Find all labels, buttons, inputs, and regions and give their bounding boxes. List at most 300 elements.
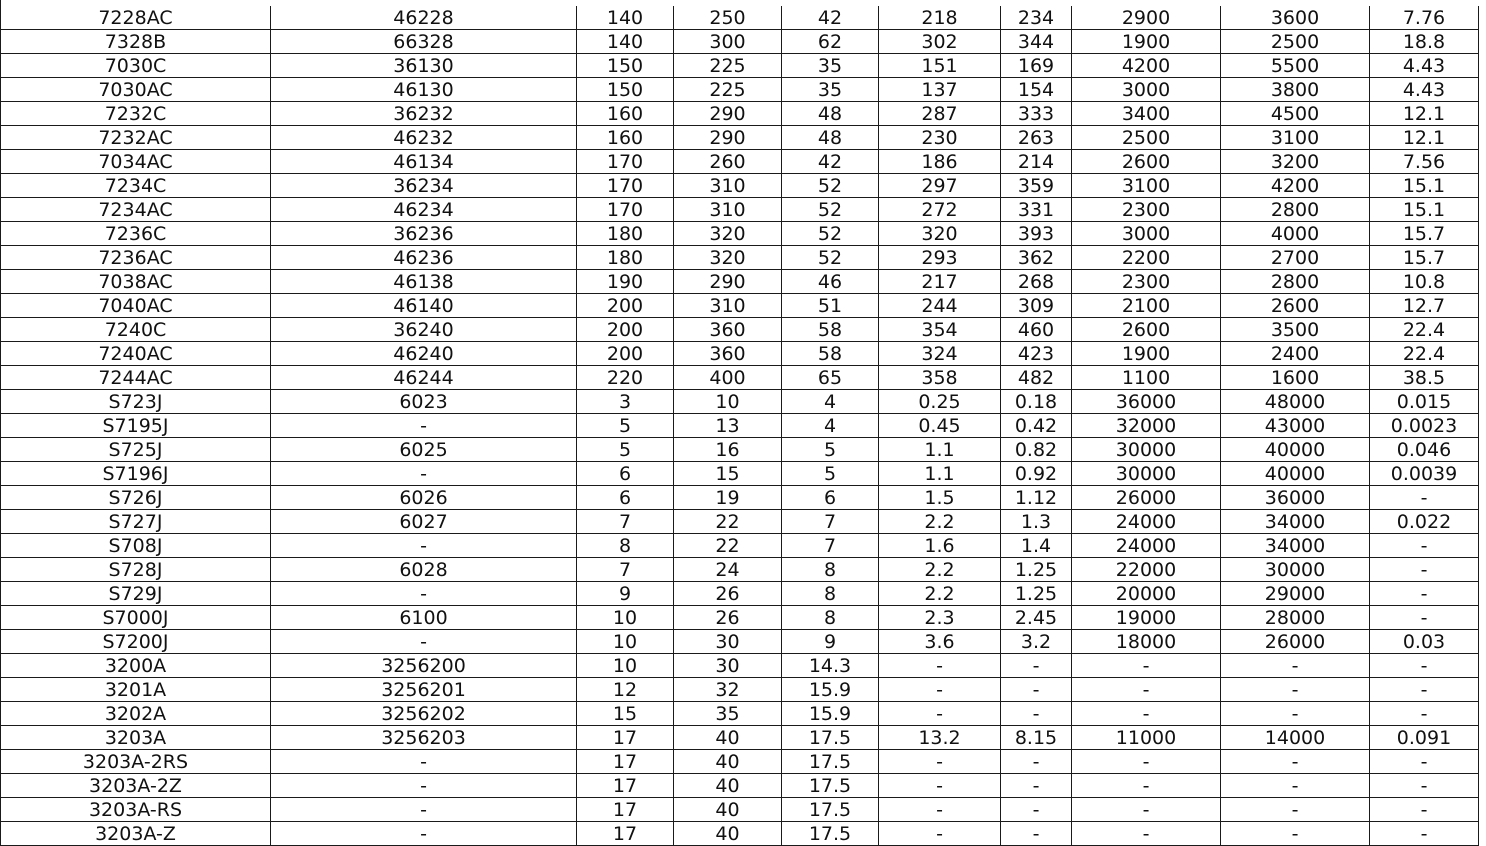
cell-grease-speed: 24000: [1072, 510, 1221, 534]
table-row: [1, 486, 1479, 510]
cell-oil-speed: -: [1221, 774, 1370, 798]
table-row: [1, 462, 1479, 486]
cell-dynamic-load: -: [879, 702, 1001, 726]
cell-static-load: 3.2: [1001, 630, 1072, 654]
cell-oil-speed: 2500: [1221, 30, 1370, 54]
cell-oil-speed: -: [1221, 798, 1370, 822]
cell-alt-code: -: [271, 822, 577, 846]
cell-outer-diameter: 260: [674, 150, 782, 174]
table-row: [1, 54, 1479, 78]
cell-bearing-code: 7244AC: [1, 366, 271, 390]
cell-alt-code: 46138: [271, 270, 577, 294]
cell-static-load: 309: [1001, 294, 1072, 318]
cell-alt-code: 46244: [271, 366, 577, 390]
cell-grease-speed: 3100: [1072, 174, 1221, 198]
cell-weight: 0.0039: [1370, 462, 1479, 486]
cell-inner-diameter: 170: [577, 198, 674, 222]
cell-oil-speed: 2600: [1221, 294, 1370, 318]
cell-bearing-code: 7228AC: [1, 6, 271, 30]
cell-inner-diameter: 8: [577, 534, 674, 558]
cell-bearing-code: S708J: [1, 534, 271, 558]
cell-inner-diameter: 140: [577, 30, 674, 54]
cell-dynamic-load: -: [879, 774, 1001, 798]
cell-grease-speed: 26000: [1072, 486, 1221, 510]
cell-bearing-code: 7040AC: [1, 294, 271, 318]
cell-outer-diameter: 16: [674, 438, 782, 462]
cell-oil-speed: 40000: [1221, 462, 1370, 486]
cell-oil-speed: 2800: [1221, 198, 1370, 222]
cell-weight: 0.015: [1370, 390, 1479, 414]
cell-width: 8: [782, 558, 879, 582]
cell-grease-speed: 30000: [1072, 438, 1221, 462]
cell-width: 4: [782, 390, 879, 414]
cell-grease-speed: 19000: [1072, 606, 1221, 630]
cell-grease-speed: 2100: [1072, 294, 1221, 318]
cell-width: 48: [782, 126, 879, 150]
cell-bearing-code: 3203A-Z: [1, 822, 271, 846]
cell-outer-diameter: 30: [674, 654, 782, 678]
cell-oil-speed: 3800: [1221, 78, 1370, 102]
cell-alt-code: 36240: [271, 318, 577, 342]
cell-bearing-code: 7030C: [1, 54, 271, 78]
cell-oil-speed: 4000: [1221, 222, 1370, 246]
cell-inner-diameter: 170: [577, 174, 674, 198]
cell-outer-diameter: 310: [674, 294, 782, 318]
table-row: [1, 246, 1479, 270]
cell-inner-diameter: 17: [577, 726, 674, 750]
cell-oil-speed: 40000: [1221, 438, 1370, 462]
cell-oil-speed: 2700: [1221, 246, 1370, 270]
cell-width: 15.9: [782, 678, 879, 702]
cell-alt-code: 46140: [271, 294, 577, 318]
table-row: [1, 750, 1479, 774]
cell-grease-speed: 3400: [1072, 102, 1221, 126]
cell-inner-diameter: 200: [577, 342, 674, 366]
cell-dynamic-load: 272: [879, 198, 1001, 222]
cell-dynamic-load: 151: [879, 54, 1001, 78]
cell-bearing-code: 3203A-2Z: [1, 774, 271, 798]
cell-grease-speed: 36000: [1072, 390, 1221, 414]
cell-alt-code: 3256203: [271, 726, 577, 750]
cell-width: 52: [782, 174, 879, 198]
cell-width: 51: [782, 294, 879, 318]
cell-bearing-code: 7038AC: [1, 270, 271, 294]
cell-alt-code: 6027: [271, 510, 577, 534]
cell-grease-speed: 3000: [1072, 78, 1221, 102]
cell-dynamic-load: -: [879, 750, 1001, 774]
cell-dynamic-load: 186: [879, 150, 1001, 174]
cell-dynamic-load: 137: [879, 78, 1001, 102]
cell-bearing-code: S725J: [1, 438, 271, 462]
cell-bearing-code: S727J: [1, 510, 271, 534]
cell-grease-speed: -: [1072, 678, 1221, 702]
cell-inner-diameter: 9: [577, 582, 674, 606]
cell-alt-code: 6028: [271, 558, 577, 582]
cell-outer-diameter: 40: [674, 798, 782, 822]
cell-weight: 0.091: [1370, 726, 1479, 750]
cell-dynamic-load: 320: [879, 222, 1001, 246]
table-row: [1, 606, 1479, 630]
cell-outer-diameter: 40: [674, 750, 782, 774]
cell-dynamic-load: 218: [879, 6, 1001, 30]
cell-weight: -: [1370, 654, 1479, 678]
cell-bearing-code: 3200A: [1, 654, 271, 678]
cell-dynamic-load: 1.1: [879, 462, 1001, 486]
cell-width: 17.5: [782, 726, 879, 750]
cell-static-load: -: [1001, 822, 1072, 846]
cell-static-load: 333: [1001, 102, 1072, 126]
cell-outer-diameter: 19: [674, 486, 782, 510]
cell-bearing-code: 7236C: [1, 222, 271, 246]
cell-inner-diameter: 10: [577, 630, 674, 654]
cell-width: 35: [782, 78, 879, 102]
cell-grease-speed: 4200: [1072, 54, 1221, 78]
cell-bearing-code: 3201A: [1, 678, 271, 702]
cell-grease-speed: 1100: [1072, 366, 1221, 390]
cell-outer-diameter: 300: [674, 30, 782, 54]
cell-width: 14.3: [782, 654, 879, 678]
cell-width: 8: [782, 606, 879, 630]
cell-alt-code: -: [271, 414, 577, 438]
cell-oil-speed: 29000: [1221, 582, 1370, 606]
cell-static-load: 2.45: [1001, 606, 1072, 630]
cell-grease-speed: 20000: [1072, 582, 1221, 606]
cell-grease-speed: 2300: [1072, 270, 1221, 294]
table-body: [1, 6, 1479, 846]
cell-bearing-code: S728J: [1, 558, 271, 582]
cell-bearing-code: 7236AC: [1, 246, 271, 270]
cell-dynamic-load: 217: [879, 270, 1001, 294]
cell-dynamic-load: 287: [879, 102, 1001, 126]
cell-grease-speed: -: [1072, 822, 1221, 846]
cell-oil-speed: 28000: [1221, 606, 1370, 630]
cell-static-load: 344: [1001, 30, 1072, 54]
cell-outer-diameter: 15: [674, 462, 782, 486]
cell-width: 5: [782, 438, 879, 462]
cell-width: 7: [782, 534, 879, 558]
cell-alt-code: 46240: [271, 342, 577, 366]
cell-width: 8: [782, 582, 879, 606]
table-row: [1, 6, 1479, 30]
cell-inner-diameter: 140: [577, 6, 674, 30]
cell-outer-diameter: 290: [674, 270, 782, 294]
cell-outer-diameter: 40: [674, 774, 782, 798]
table-row: [1, 366, 1479, 390]
table-row: [1, 678, 1479, 702]
cell-static-load: -: [1001, 750, 1072, 774]
cell-weight: 15.1: [1370, 198, 1479, 222]
cell-outer-diameter: 290: [674, 126, 782, 150]
cell-oil-speed: -: [1221, 702, 1370, 726]
cell-oil-speed: 30000: [1221, 558, 1370, 582]
cell-inner-diameter: 12: [577, 678, 674, 702]
cell-grease-speed: 11000: [1072, 726, 1221, 750]
cell-static-load: -: [1001, 654, 1072, 678]
cell-outer-diameter: 400: [674, 366, 782, 390]
cell-inner-diameter: 17: [577, 750, 674, 774]
cell-inner-diameter: 10: [577, 606, 674, 630]
cell-inner-diameter: 17: [577, 774, 674, 798]
cell-dynamic-load: 244: [879, 294, 1001, 318]
cell-static-load: 359: [1001, 174, 1072, 198]
bearing-spec-table: [0, 6, 1479, 846]
cell-width: 35: [782, 54, 879, 78]
cell-weight: -: [1370, 702, 1479, 726]
cell-dynamic-load: 354: [879, 318, 1001, 342]
cell-static-load: 393: [1001, 222, 1072, 246]
table-row: [1, 534, 1479, 558]
cell-weight: -: [1370, 774, 1479, 798]
table-row: [1, 726, 1479, 750]
cell-weight: -: [1370, 750, 1479, 774]
cell-grease-speed: 18000: [1072, 630, 1221, 654]
cell-bearing-code: 7240AC: [1, 342, 271, 366]
cell-width: 17.5: [782, 822, 879, 846]
cell-dynamic-load: 3.6: [879, 630, 1001, 654]
cell-oil-speed: 3500: [1221, 318, 1370, 342]
cell-static-load: 0.92: [1001, 462, 1072, 486]
cell-width: 15.9: [782, 702, 879, 726]
cell-inner-diameter: 150: [577, 78, 674, 102]
cell-alt-code: 46232: [271, 126, 577, 150]
cell-static-load: 1.12: [1001, 486, 1072, 510]
cell-bearing-code: 7234C: [1, 174, 271, 198]
cell-oil-speed: 3600: [1221, 6, 1370, 30]
cell-width: 48: [782, 102, 879, 126]
cell-oil-speed: 26000: [1221, 630, 1370, 654]
cell-width: 4: [782, 414, 879, 438]
cell-dynamic-load: 324: [879, 342, 1001, 366]
cell-width: 17.5: [782, 774, 879, 798]
cell-bearing-code: 7240C: [1, 318, 271, 342]
cell-static-load: -: [1001, 798, 1072, 822]
cell-width: 9: [782, 630, 879, 654]
cell-outer-diameter: 310: [674, 174, 782, 198]
cell-outer-diameter: 24: [674, 558, 782, 582]
cell-dynamic-load: 2.2: [879, 582, 1001, 606]
cell-dynamic-load: 1.1: [879, 438, 1001, 462]
cell-width: 17.5: [782, 798, 879, 822]
cell-bearing-code: S7000J: [1, 606, 271, 630]
cell-static-load: -: [1001, 702, 1072, 726]
cell-grease-speed: -: [1072, 702, 1221, 726]
cell-outer-diameter: 10: [674, 390, 782, 414]
cell-static-load: 331: [1001, 198, 1072, 222]
cell-outer-diameter: 250: [674, 6, 782, 30]
cell-grease-speed: 2600: [1072, 150, 1221, 174]
cell-alt-code: 6100: [271, 606, 577, 630]
cell-bearing-code: 7232AC: [1, 126, 271, 150]
cell-width: 58: [782, 342, 879, 366]
cell-oil-speed: 3200: [1221, 150, 1370, 174]
cell-inner-diameter: 180: [577, 222, 674, 246]
cell-weight: -: [1370, 558, 1479, 582]
cell-alt-code: 46234: [271, 198, 577, 222]
cell-inner-diameter: 5: [577, 438, 674, 462]
cell-width: 46: [782, 270, 879, 294]
cell-weight: 7.56: [1370, 150, 1479, 174]
cell-bearing-code: 7232C: [1, 102, 271, 126]
cell-alt-code: 6023: [271, 390, 577, 414]
cell-alt-code: -: [271, 582, 577, 606]
cell-outer-diameter: 35: [674, 702, 782, 726]
cell-static-load: 8.15: [1001, 726, 1072, 750]
cell-weight: 22.4: [1370, 318, 1479, 342]
cell-dynamic-load: 293: [879, 246, 1001, 270]
cell-static-load: -: [1001, 774, 1072, 798]
cell-weight: 22.4: [1370, 342, 1479, 366]
cell-dynamic-load: -: [879, 798, 1001, 822]
cell-static-load: 0.82: [1001, 438, 1072, 462]
cell-inner-diameter: 17: [577, 822, 674, 846]
cell-static-load: 1.25: [1001, 582, 1072, 606]
table-row: [1, 630, 1479, 654]
cell-oil-speed: 43000: [1221, 414, 1370, 438]
table-row: [1, 126, 1479, 150]
cell-oil-speed: 36000: [1221, 486, 1370, 510]
table-row: [1, 150, 1479, 174]
cell-outer-diameter: 22: [674, 510, 782, 534]
cell-grease-speed: -: [1072, 750, 1221, 774]
cell-weight: -: [1370, 678, 1479, 702]
cell-oil-speed: 14000: [1221, 726, 1370, 750]
cell-inner-diameter: 150: [577, 54, 674, 78]
cell-grease-speed: 30000: [1072, 462, 1221, 486]
cell-static-load: 482: [1001, 366, 1072, 390]
cell-grease-speed: -: [1072, 654, 1221, 678]
cell-alt-code: 6026: [271, 486, 577, 510]
cell-grease-speed: 2200: [1072, 246, 1221, 270]
cell-dynamic-load: 2.2: [879, 558, 1001, 582]
cell-weight: -: [1370, 606, 1479, 630]
cell-bearing-code: 7034AC: [1, 150, 271, 174]
cell-weight: 12.1: [1370, 102, 1479, 126]
cell-weight: 12.1: [1370, 126, 1479, 150]
cell-alt-code: -: [271, 750, 577, 774]
cell-dynamic-load: 297: [879, 174, 1001, 198]
cell-alt-code: 36234: [271, 174, 577, 198]
cell-weight: -: [1370, 486, 1479, 510]
cell-dynamic-load: 1.5: [879, 486, 1001, 510]
cell-dynamic-load: 2.2: [879, 510, 1001, 534]
cell-dynamic-load: 1.6: [879, 534, 1001, 558]
cell-outer-diameter: 40: [674, 822, 782, 846]
cell-alt-code: 46236: [271, 246, 577, 270]
cell-static-load: 1.4: [1001, 534, 1072, 558]
cell-width: 62: [782, 30, 879, 54]
cell-inner-diameter: 220: [577, 366, 674, 390]
cell-grease-speed: 2900: [1072, 6, 1221, 30]
table-row: [1, 294, 1479, 318]
cell-weight: 38.5: [1370, 366, 1479, 390]
cell-alt-code: 3256200: [271, 654, 577, 678]
cell-bearing-code: S7196J: [1, 462, 271, 486]
table-row: [1, 438, 1479, 462]
table-row: [1, 222, 1479, 246]
cell-inner-diameter: 180: [577, 246, 674, 270]
cell-static-load: 214: [1001, 150, 1072, 174]
cell-weight: -: [1370, 798, 1479, 822]
cell-weight: 15.7: [1370, 246, 1479, 270]
cell-outer-diameter: 26: [674, 606, 782, 630]
cell-inner-diameter: 5: [577, 414, 674, 438]
cell-outer-diameter: 225: [674, 54, 782, 78]
cell-dynamic-load: -: [879, 654, 1001, 678]
cell-inner-diameter: 190: [577, 270, 674, 294]
cell-outer-diameter: 22: [674, 534, 782, 558]
cell-width: 58: [782, 318, 879, 342]
table-row: [1, 174, 1479, 198]
cell-weight: 10.8: [1370, 270, 1479, 294]
cell-weight: 15.1: [1370, 174, 1479, 198]
cell-weight: -: [1370, 534, 1479, 558]
cell-outer-diameter: 30: [674, 630, 782, 654]
cell-alt-code: -: [271, 630, 577, 654]
cell-alt-code: 3256202: [271, 702, 577, 726]
table-row: [1, 582, 1479, 606]
cell-width: 42: [782, 6, 879, 30]
table-row: [1, 702, 1479, 726]
cell-oil-speed: 3100: [1221, 126, 1370, 150]
cell-dynamic-load: 13.2: [879, 726, 1001, 750]
cell-width: 17.5: [782, 750, 879, 774]
cell-outer-diameter: 320: [674, 246, 782, 270]
cell-bearing-code: S729J: [1, 582, 271, 606]
cell-weight: 4.43: [1370, 54, 1479, 78]
cell-inner-diameter: 6: [577, 462, 674, 486]
cell-alt-code: 36130: [271, 54, 577, 78]
cell-alt-code: -: [271, 462, 577, 486]
cell-static-load: 1.3: [1001, 510, 1072, 534]
cell-grease-speed: 24000: [1072, 534, 1221, 558]
cell-width: 52: [782, 198, 879, 222]
cell-static-load: 268: [1001, 270, 1072, 294]
cell-static-load: 423: [1001, 342, 1072, 366]
cell-bearing-code: 3203A: [1, 726, 271, 750]
table-row: [1, 510, 1479, 534]
cell-weight: 15.7: [1370, 222, 1479, 246]
table-row: [1, 102, 1479, 126]
table-row: [1, 30, 1479, 54]
cell-alt-code: 36232: [271, 102, 577, 126]
cell-grease-speed: 2600: [1072, 318, 1221, 342]
cell-weight: -: [1370, 822, 1479, 846]
table-row: [1, 318, 1479, 342]
cell-weight: -: [1370, 582, 1479, 606]
cell-oil-speed: 5500: [1221, 54, 1370, 78]
cell-inner-diameter: 200: [577, 294, 674, 318]
cell-weight: 0.022: [1370, 510, 1479, 534]
cell-weight: 0.0023: [1370, 414, 1479, 438]
cell-outer-diameter: 13: [674, 414, 782, 438]
cell-alt-code: -: [271, 774, 577, 798]
cell-grease-speed: 2500: [1072, 126, 1221, 150]
cell-bearing-code: 3203A-2RS: [1, 750, 271, 774]
cell-width: 52: [782, 222, 879, 246]
cell-grease-speed: 32000: [1072, 414, 1221, 438]
cell-bearing-code: 7328B: [1, 30, 271, 54]
cell-width: 42: [782, 150, 879, 174]
cell-static-load: 0.42: [1001, 414, 1072, 438]
cell-static-load: 154: [1001, 78, 1072, 102]
cell-grease-speed: -: [1072, 774, 1221, 798]
cell-dynamic-load: -: [879, 678, 1001, 702]
cell-static-load: 0.18: [1001, 390, 1072, 414]
table-row: [1, 414, 1479, 438]
cell-oil-speed: -: [1221, 822, 1370, 846]
cell-dynamic-load: -: [879, 822, 1001, 846]
cell-width: 7: [782, 510, 879, 534]
